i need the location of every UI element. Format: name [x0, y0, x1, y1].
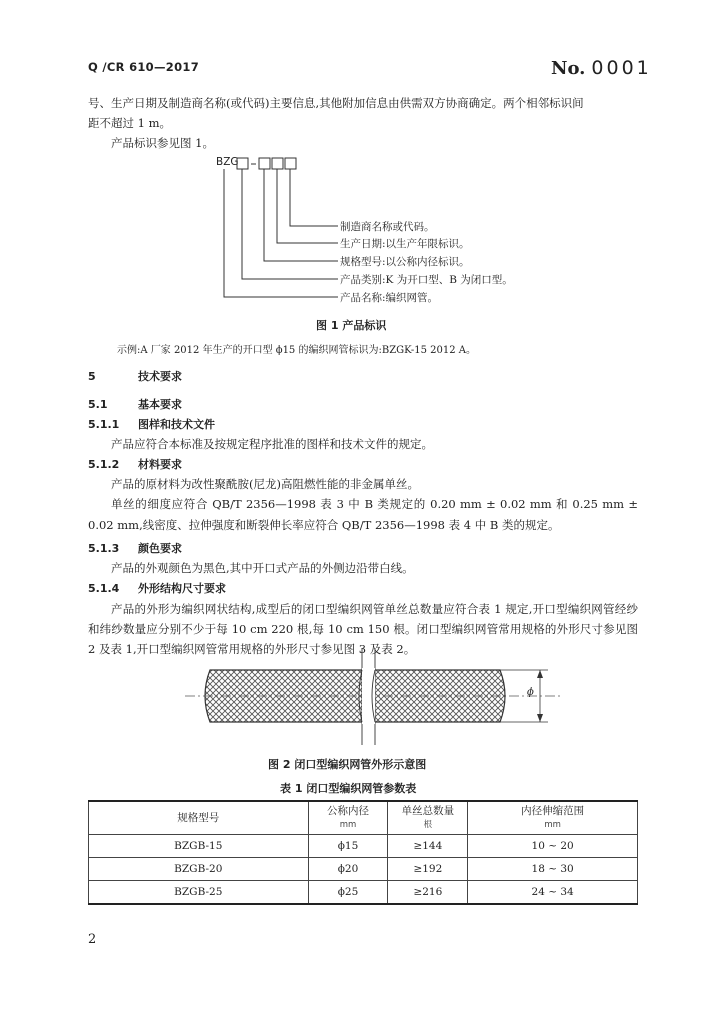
- label-name: 产品名称:编织网管。: [340, 292, 439, 304]
- cell-range: 18 ~ 30: [468, 858, 638, 881]
- leader-spec: [264, 169, 338, 261]
- table-row: [89, 835, 638, 858]
- section-5-1-num: 5.1: [88, 398, 108, 411]
- cell-spec: BZGB-25: [89, 881, 309, 905]
- no-value: 0001: [591, 57, 652, 79]
- cell-spec: BZGB-20: [89, 858, 309, 881]
- braided-tube-drawing: [185, 648, 560, 745]
- section-5-1-3-title: 颜色要求: [138, 542, 182, 555]
- section-5-1-2-num: 5.1.2: [88, 458, 120, 471]
- header-range-unit: mm: [544, 819, 561, 830]
- section-5-1-4-num: 5.1.4: [88, 582, 120, 595]
- table-header-row: [89, 801, 638, 835]
- section-5-1-4-text: 产品的外形为编织网状结构,成型后的闭口型编织网管单丝总数量应符合表 1 规定,开口型编织网管经纱和纬纱数量应分别不少于每 10 cm 220 根,每 10 cm 150 根。闭口型编织网管常用规格的外形尺寸参见图 2 及表 1,开口型编织网管常用规格的外形尺寸参见图 3 及表 2。: [88, 602, 638, 656]
- header-spec: [89, 801, 309, 835]
- header-filament-name: 单丝总数量: [401, 804, 455, 817]
- cell-filament: ≥144: [388, 835, 468, 858]
- intro-line-2: 距不超过 1 m。: [88, 116, 172, 130]
- header-diameter-unit: mm: [339, 819, 357, 830]
- parameter-table: [88, 800, 638, 905]
- table1-caption: 表 1 闭口型编织网管参数表: [280, 782, 417, 795]
- figure1-caption: 图 1 产品标识: [316, 319, 387, 332]
- leader-name: [224, 169, 338, 297]
- cell-diameter: ϕ25: [308, 881, 388, 905]
- section-5-1-2-text-2: 单丝的细度应符合 QB/T 2356—1998 表 3 中 B 类规定的 0.20 mm ± 0.02 mm 和 0.25 mm ± 0.02 mm,线密度、拉伸强度和断裂伸长率应符合 QB/T 2356—1998 表 4 中 B 类的规定。: [88, 497, 638, 532]
- label-date: 生产日期:以生产年限标识。: [340, 238, 470, 250]
- cell-diameter: ϕ20: [308, 858, 388, 881]
- code-box-category: [237, 158, 248, 169]
- header-diameter: [308, 801, 388, 835]
- section-5-title: 技术要求: [138, 370, 182, 383]
- section-5-1-heading: [88, 396, 182, 412]
- label-spec: 规格型号:以公称内径标识。: [340, 256, 470, 268]
- page-number: 2: [88, 932, 97, 947]
- cell-range: 10 ~ 20: [468, 835, 638, 858]
- intro-see-figure: 产品标识参见图 1。: [111, 136, 214, 150]
- section-5-1-2-heading: [88, 456, 182, 472]
- cell-filament: ≥192: [388, 858, 468, 881]
- header-filament: [388, 801, 468, 835]
- leader-maker: [290, 169, 338, 226]
- section-5-1-1-text: 产品应符合本标准及按规定程序批准的图样和技术文件的规定。: [111, 437, 433, 451]
- section-5-1-3-heading: [88, 540, 182, 556]
- header-range: [468, 801, 638, 835]
- header-diameter-name: 公称内径: [327, 804, 369, 817]
- cell-filament: ≥216: [388, 881, 468, 905]
- section-5-heading: [88, 368, 182, 384]
- label-category: 产品类别:K 为开口型、B 为闭口型。: [340, 274, 513, 286]
- table-row: [89, 858, 638, 881]
- no-label: No.: [551, 58, 586, 79]
- label-maker: 制造商名称或代码。: [340, 221, 435, 233]
- intro-line-1: 号、生产日期及制造商名称(或代码)主要信息,其他附加信息由供需双方协商确定。两个相邻标识间: [88, 96, 584, 110]
- section-5-1-3-text: 产品的外观颜色为黑色,其中开口式产品的外侧边沿带白线。: [111, 561, 414, 575]
- code-box-date: [272, 158, 283, 169]
- cell-spec: BZGB-15: [89, 835, 309, 858]
- section-5-1-2-title: 材料要求: [138, 458, 182, 471]
- code-box-maker: [285, 158, 296, 169]
- leader-date: [277, 169, 338, 243]
- header-spec-name: 规格型号: [177, 811, 220, 824]
- standard-code: Q /CR 610—2017: [88, 60, 199, 74]
- dim-phi-label: ϕ: [527, 687, 534, 698]
- header-filament-unit: 根: [423, 819, 433, 830]
- section-5-1-4-heading: [88, 580, 226, 596]
- cell-diameter: ϕ15: [308, 835, 388, 858]
- cell-range: 24 ~ 34: [468, 881, 638, 905]
- section-5-1-1-heading: [88, 416, 215, 432]
- section-5-1-1-num: 5.1.1: [88, 418, 120, 431]
- section-5-1-title: 基本要求: [138, 398, 182, 411]
- figure2-caption: 图 2 闭口型编织网管外形示意图: [268, 758, 427, 771]
- section-5-1-1-title: 图样和技术文件: [138, 418, 215, 431]
- table-row: [89, 881, 638, 905]
- code-box-spec: [259, 158, 270, 169]
- code-prefix: BZG: [216, 156, 239, 168]
- section-5-1-4-title: 外形结构尺寸要求: [138, 582, 226, 595]
- figure1-example: 示例:A 厂家 2012 年生产的开口型 ϕ15 的编织网管标识为:BZGK-15 2012 A。: [117, 345, 477, 356]
- section-5-num: 5: [88, 370, 96, 383]
- section-5-1-3-num: 5.1.3: [88, 542, 120, 555]
- header-range-name: 内径伸缩范围: [521, 804, 585, 817]
- section-5-1-2-text-1: 产品的原材料为改性聚酰胺(尼龙)高阻燃性能的非金属单丝。: [111, 477, 419, 491]
